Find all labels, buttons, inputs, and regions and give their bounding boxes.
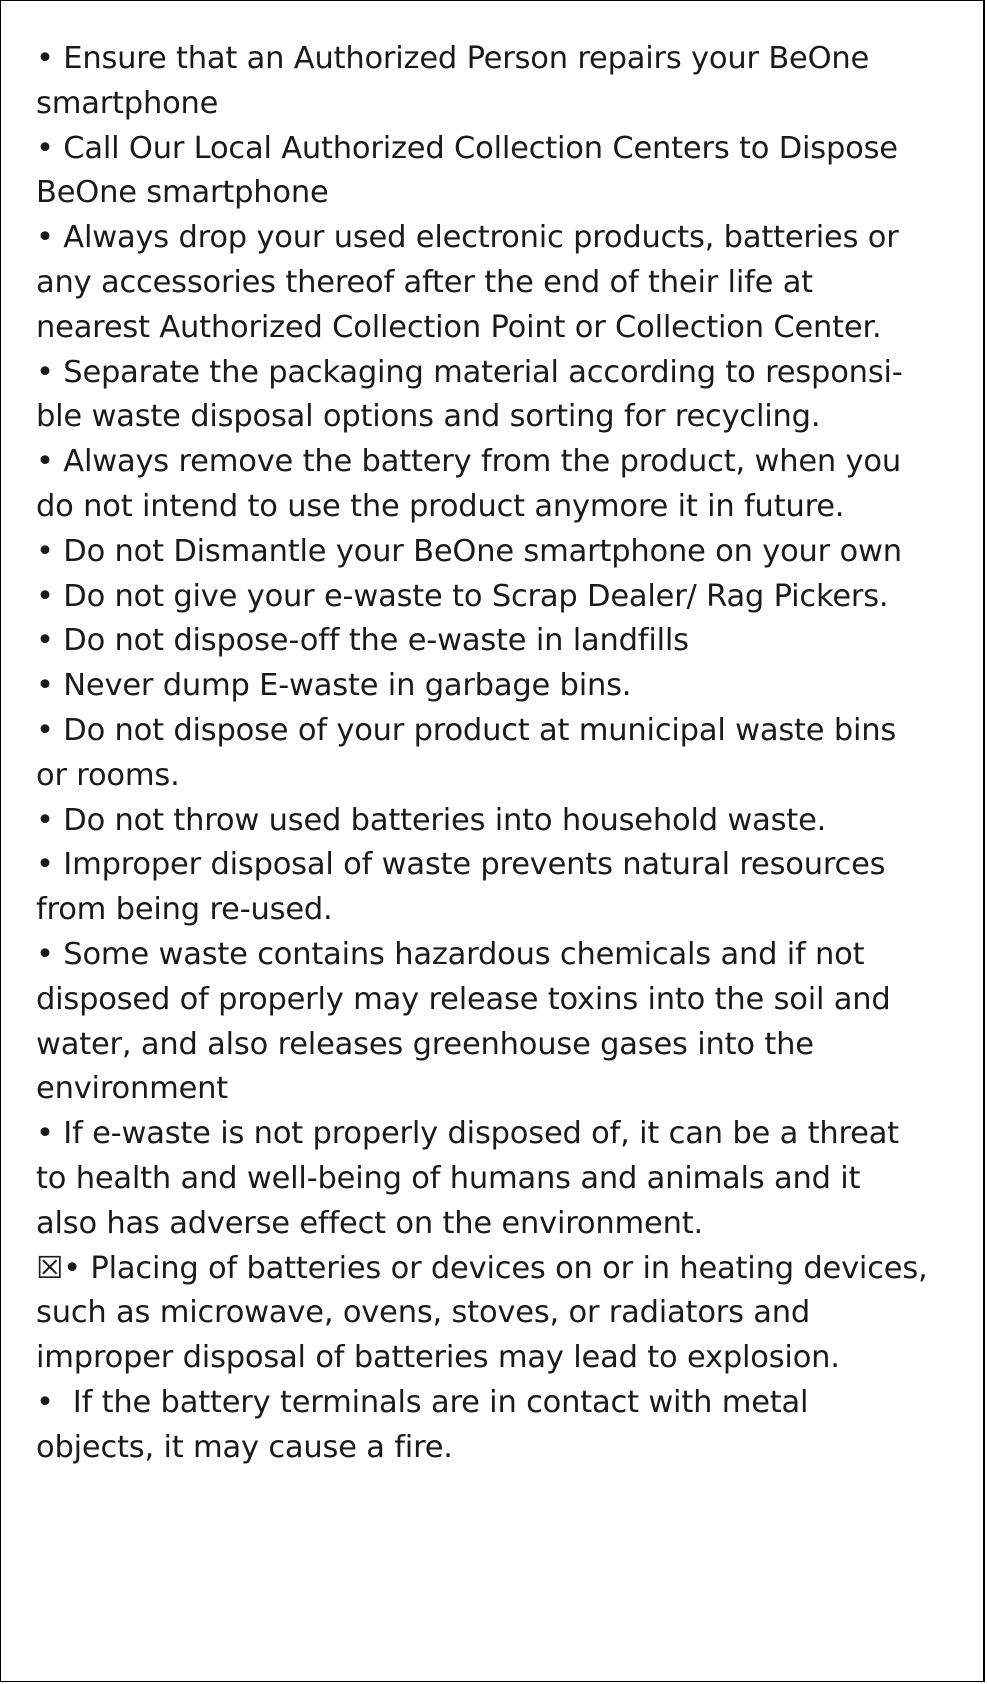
- text-line: • Call Our Local Authorized Collection Centers to Dispose: [36, 130, 898, 166]
- text-line: or rooms.: [36, 757, 180, 793]
- text-line: from being re-used.: [36, 892, 333, 928]
- text-line: • Do not dispose of your product at municipal waste bins: [36, 712, 897, 748]
- text-line: • Do not dispose-off the e-waste in landfills: [36, 623, 689, 659]
- text-line: • If e-waste is not properly disposed of, it can be a threat: [36, 1116, 899, 1152]
- text-line: • Do not throw used batteries into household waste.: [36, 802, 827, 838]
- text-line: do not intend to use the product anymore it in future.: [36, 488, 845, 524]
- disposal-instructions: [36, 37, 966, 1471]
- text-line: to health and well-being of humans and animals and it: [36, 1160, 861, 1196]
- text-line: ☒• Placing of batteries or devices on or in heating devices,: [36, 1250, 928, 1286]
- text-line: BeOne smartphone: [36, 175, 329, 211]
- text-line: disposed of properly may release toxins into the soil and: [36, 981, 891, 1017]
- text-line: objects, it may cause a fire.: [36, 1429, 453, 1465]
- text-line: improper disposal of batteries may lead to explosion.: [36, 1340, 840, 1376]
- text-line: • Always drop your used electronic products, batteries or: [36, 220, 899, 256]
- text-line: • Some waste contains hazardous chemicals and if not: [36, 936, 865, 972]
- text-line: smartphone: [36, 85, 219, 121]
- text-line: • Do not give your e-waste to Scrap Dealer/ Rag Pickers.: [36, 578, 889, 614]
- text-line: • If the battery terminals are in contact with metal: [36, 1384, 809, 1420]
- text-line: water, and also releases greenhouse gases into the: [36, 1026, 814, 1062]
- text-line: ble waste disposal options and sorting for recycling.: [36, 399, 821, 435]
- text-line: • Ensure that an Authorized Person repairs your BeOne: [36, 41, 870, 76]
- text-line: nearest Authorized Collection Point or Collection Center.: [36, 309, 882, 345]
- text-line: environment: [36, 1071, 229, 1107]
- text-line: also has adverse effect on the environment.: [36, 1205, 703, 1241]
- text-line: • Improper disposal of waste prevents natural resources: [36, 847, 886, 883]
- text-line: such as microwave, ovens, stoves, or radiators and: [36, 1295, 811, 1331]
- text-line: • Separate the packaging material according to responsi-: [36, 354, 903, 390]
- text-line: • Never dump E-waste in garbage bins.: [36, 668, 632, 704]
- text-line: any accessories thereof after the end of their life at: [36, 264, 813, 300]
- text-line: • Do not Dismantle your BeOne smartphone on your own: [36, 533, 902, 569]
- text-line: • Always remove the battery from the product, when you: [36, 444, 902, 480]
